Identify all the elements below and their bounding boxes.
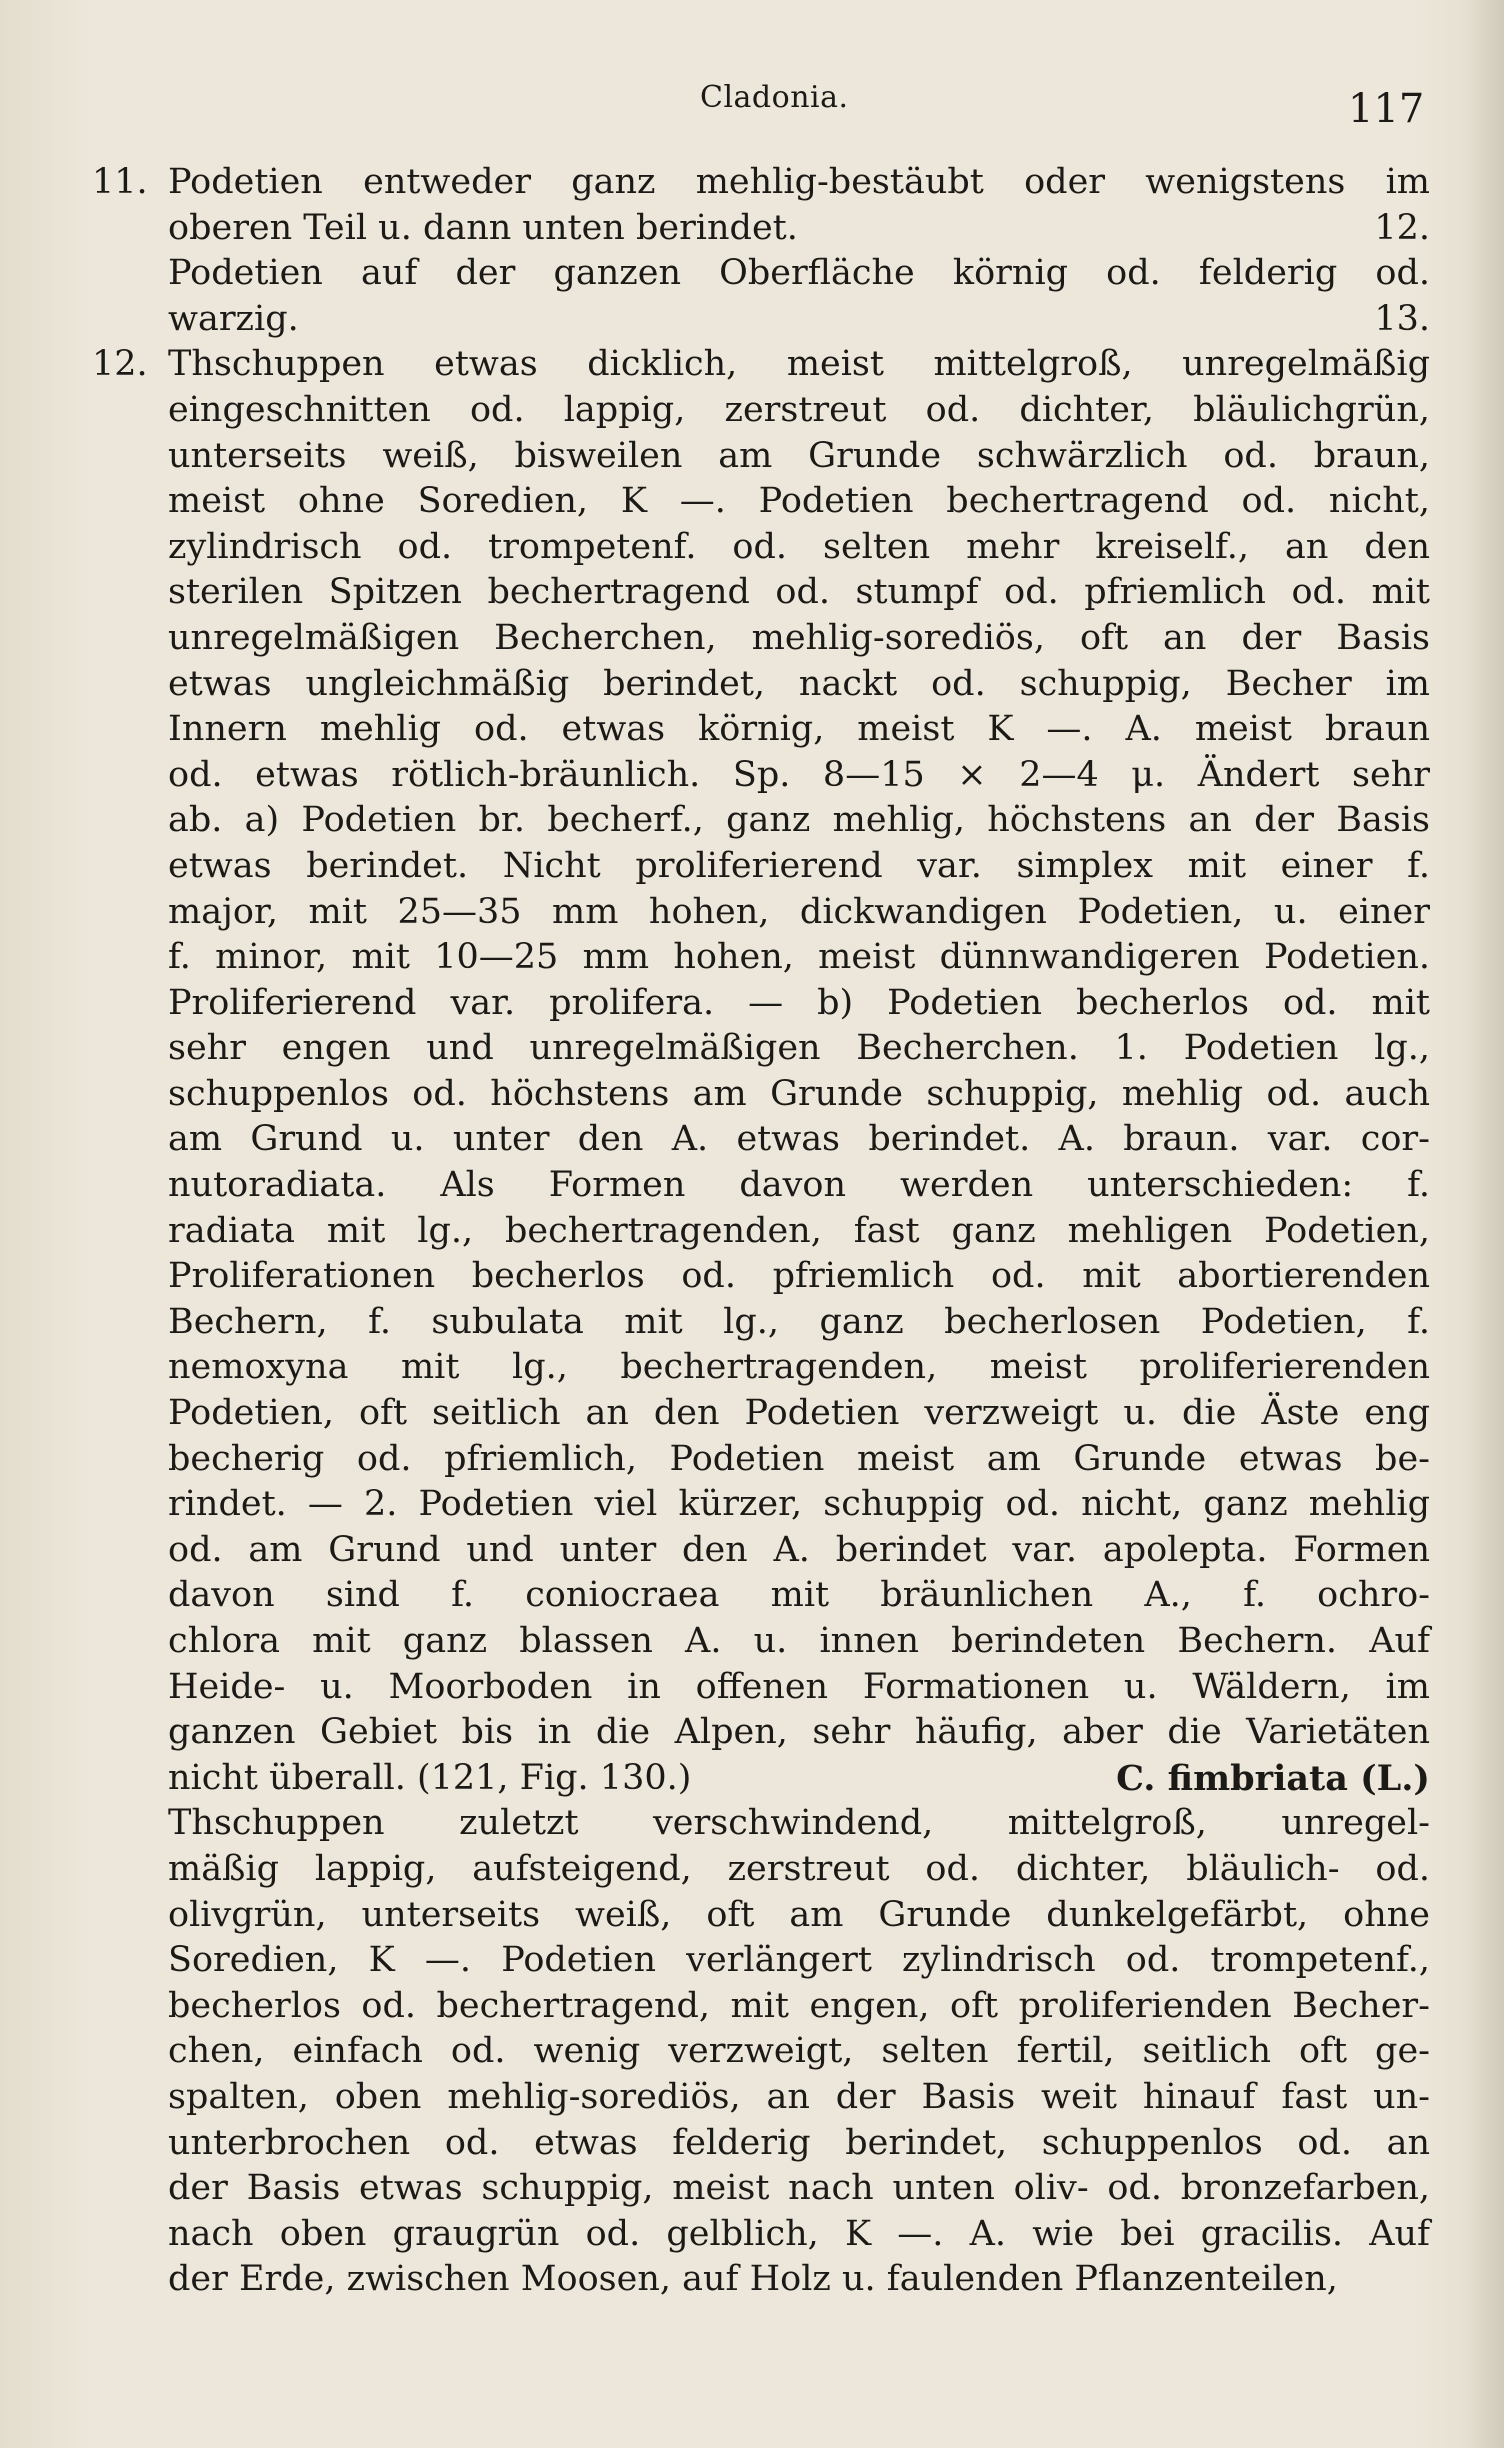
text-line [92,1573,1430,1619]
text-line [92,1254,1430,1300]
line-text: ab. a) Podetien br. becherf., ganz mehlig, höchstens an der Basis [168,800,1430,841]
text-line [92,160,1430,206]
text-line [92,479,1430,525]
text-line [92,388,1430,434]
line-text: nutoradiata. Als Formen davon werden unterschieden: f. [168,1165,1430,1206]
text-line [92,1163,1430,1209]
text-line [92,2029,1430,2075]
text-line [92,2166,1430,2212]
text-line [92,1893,1430,1939]
line-text: sehr engen und unregelmäßigen Becherchen. 1. Podetien lg., [168,1028,1430,1069]
line-text: Proliferierend var. prolifera. — b) Podetien becherlos od. mit [168,982,1430,1023]
text-line [92,662,1430,708]
line-text: Thschuppen etwas dicklich, meist mittelgroß, unregelmäßig [168,344,1430,385]
text-line [92,981,1430,1027]
line-text: nach oben graugrün od. gelblich, K —. A. wie bei gracilis. Auf [168,2213,1430,2254]
line-text: Innern mehlig od. etwas körnig, meist K —. A. meist braun [168,709,1430,750]
page-number: 117 [1348,86,1425,132]
line-text: od. etwas rötlich-bräunlich. Sp. 8—15 × 2—4 μ. Ändert sehr [168,754,1430,795]
text-line [92,2212,1430,2258]
line-text: f. minor, mit 10—25 mm hohen, meist dünnwandigeren Podetien. [168,937,1430,978]
text-line [92,570,1430,616]
line-text: zylindrisch od. trompetenf. od. selten mehr kreiself., an den [168,526,1430,567]
line-text: nemoxyna mit lg., bechertragenden, meist proliferierenden [168,1347,1430,1388]
text-line [92,1528,1430,1574]
text-line [92,342,1430,388]
line-text: etwas ungleichmäßig berindet, nackt od. schuppig, Becher im [168,663,1430,704]
text-line [92,616,1430,662]
line-text: Proliferationen becherlos od. pfriemlich od. mit abortierenden [168,1256,1430,1297]
line-text: nicht überall. (121, Fig. 130.) [168,1757,692,1798]
body-text [92,160,1430,2303]
page-header [0,70,1504,140]
line-text: chen, einfach od. wenig verzweigt, selten fertil, seitlich oft ge- [168,2031,1430,2072]
line-text: radiata mit lg., bechertragenden, fast ganz mehligen Podetien, [168,1210,1430,1251]
text-line [92,1801,1430,1847]
key-reference: 13. [1374,298,1430,339]
text-line [92,1482,1430,1528]
text-line [92,251,1430,297]
text-line [92,2121,1430,2167]
line-text: davon sind f. coniocraea mit bräunlichen A., f. ochro- [168,1575,1430,1616]
line-text: becherig od. pfriemlich, Podetien meist am Grunde etwas be- [168,1438,1430,1479]
line-text: eingeschnitten od. lappig, zerstreut od. dichter, bläulichgrün, [168,389,1430,430]
line-text: der Erde, zwischen Moosen, auf Holz u. faulenden Pflanzenteilen, [168,2259,1338,2300]
text-line [92,1026,1430,1072]
key-number: 11. [92,162,148,202]
text-line [92,753,1430,799]
line-text: Thschuppen zuletzt verschwindend, mittelgroß, unregel- [168,1803,1430,1844]
text-line [92,1665,1430,1711]
text-line [92,890,1430,936]
line-text: chlora mit ganz blassen A. u. innen berindeten Bechern. Auf [168,1621,1430,1661]
line-text: Bechern, f. subulata mit lg., ganz becherlosen Podetien, f. [168,1301,1430,1342]
page-edge-shadow [1464,0,1504,2448]
line-text: Soredien, K —. Podetien verlängert zylindrisch od. trompetenf., [168,1940,1430,1981]
line-text: etwas berindet. Nicht proliferierend var. simplex mit einer f. [168,845,1430,886]
text-line [92,935,1430,981]
text-line [92,798,1430,844]
text-line [92,206,1430,252]
line-text: Podetien entweder ganz mehlig-bestäubt oder wenigstens im [168,162,1430,202]
line-text: Podetien, oft seitlich an den Podetien verzweigt u. die Äste eng [168,1393,1430,1434]
species-name: C. fimbriata (L.) [1116,1757,1430,1799]
key-reference: 12. [1374,207,1430,248]
text-line [92,2075,1430,2121]
line-text: major, mit 25—35 mm hohen, dickwandigen Podetien, u. einer [168,891,1430,932]
text-line [92,1938,1430,1984]
text-line [92,525,1430,571]
line-text: unterseits weiß, bisweilen am Grunde schwärzlich od. braun, [168,435,1430,476]
text-line [92,1756,1430,1802]
text-line [92,434,1430,480]
line-text: sterilen Spitzen bechertragend od. stumpf od. pfriemlich od. mit [168,572,1430,613]
line-text: der Basis etwas schuppig, meist nach unten oliv- od. bronzefarben, [168,2168,1430,2209]
line-text: mäßig lappig, aufsteigend, zerstreut od. dichter, bläulich- od. [168,1848,1430,1889]
text-line [92,1391,1430,1437]
text-line [92,1345,1430,1391]
text-line [92,707,1430,753]
key-number: 12. [92,344,148,385]
text-line [92,1984,1430,2030]
text-line [92,1437,1430,1483]
line-text: ganzen Gebiet bis in die Alpen, sehr häufig, aber die Varietäten [168,1712,1430,1753]
line-text: olivgrün, unterseits weiß, oft am Grunde dunkelgefärbt, ohne [168,1894,1430,1935]
line-text: meist ohne Soredien, K —. Podetien bechertragend od. nicht, [168,481,1430,522]
line-text: becherlos od. bechertragend, mit engen, oft proliferienden Becher- [168,1985,1430,2026]
text-line [92,1209,1430,1255]
text-line [92,297,1430,343]
text-line [92,2257,1430,2303]
text-line [92,844,1430,890]
line-text: unterbrochen od. etwas felderig berindet, schuppenlos od. an [168,2122,1430,2163]
text-line [92,1072,1430,1118]
line-text: od. am Grund und unter den A. berindet var. apolepta. Formen [168,1529,1430,1570]
line-text: warzig. [168,298,299,339]
line-text: Heide- u. Moorboden in offenen Formationen u. Wäldern, im [168,1666,1430,1707]
line-text: am Grund u. unter den A. etwas berindet. A. braun. var. cor- [168,1119,1430,1160]
line-text: spalten, oben mehlig-sorediös, an der Basis weit hinauf fast un- [168,2076,1430,2117]
text-line [92,1847,1430,1893]
line-text: oberen Teil u. dann unten berindet. [168,207,798,248]
text-line [92,1300,1430,1346]
line-text: rindet. — 2. Podetien viel kürzer, schuppig od. nicht, ganz mehlig [168,1484,1430,1525]
running-head: Cladonia. [700,80,849,115]
text-line [92,1619,1430,1665]
text-line [92,1710,1430,1756]
line-text: unregelmäßigen Becherchen, mehlig-sorediös, oft an der Basis [168,617,1430,658]
text-line [92,1117,1430,1163]
line-text: schuppenlos od. höchstens am Grunde schuppig, mehlig od. auch [168,1073,1430,1114]
line-text: Podetien auf der ganzen Oberfläche körnig od. felderig od. [168,253,1430,294]
